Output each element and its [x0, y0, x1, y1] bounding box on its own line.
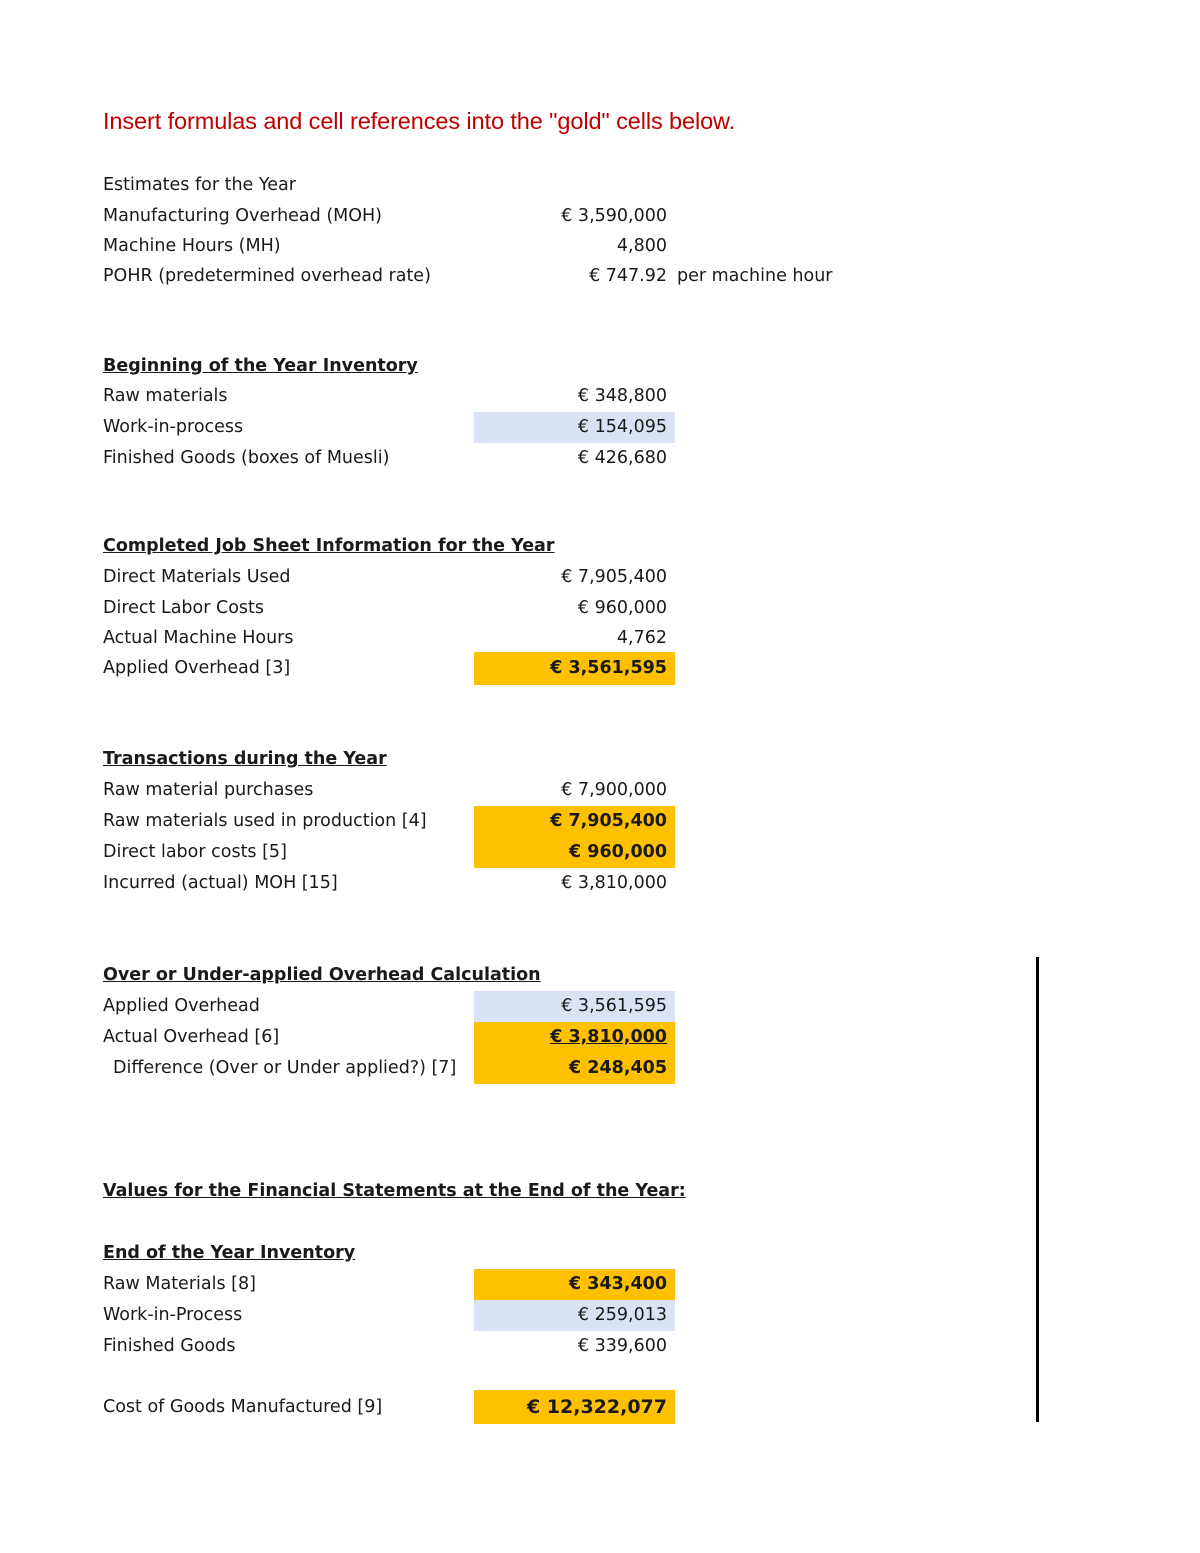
- job-dl-cell[interactable]: € 960,000: [577, 598, 667, 618]
- job-amh-cell[interactable]: 4,762: [616, 628, 667, 648]
- instruction-heading: Insert formulas and cell references into the "gold" cells below.: [103, 108, 736, 134]
- beginning-inventory-header: Beginning of the Year Inventory: [103, 356, 418, 376]
- trans-labor-row: [103, 837, 863, 868]
- page-break-line: [1036, 957, 1039, 1422]
- row-label: Raw materials used in production [4]: [103, 811, 427, 831]
- job-dl-row: [103, 593, 863, 624]
- mh-estimate-cell[interactable]: 4,800: [616, 236, 667, 256]
- trans-labor-cell[interactable]: € 960,000: [474, 837, 675, 868]
- ou-applied-cell[interactable]: € 3,561,595: [474, 991, 675, 1022]
- ou-applied-row: [103, 991, 863, 1022]
- row-label: Finished Goods: [103, 1336, 236, 1356]
- ou-actual-cell[interactable]: [474, 1022, 675, 1053]
- row-label: Incurred (actual) MOH [15]: [103, 873, 338, 893]
- row-label: Direct Materials Used: [103, 567, 291, 587]
- ou-diff-cell[interactable]: € 248,405: [474, 1053, 675, 1084]
- begin-raw-row: [103, 381, 863, 412]
- job-dm-row: [103, 562, 863, 593]
- end-raw-cell[interactable]: € 343,400: [474, 1269, 675, 1300]
- job-applied-cell[interactable]: € 3,561,595: [474, 652, 675, 685]
- row-label: Machine Hours (MH): [103, 236, 281, 256]
- financial-statements-header: Values for the Financial Statements at the End of the Year:: [103, 1181, 686, 1201]
- end-wip-row: [103, 1300, 863, 1331]
- trans-purchases-row: [103, 775, 863, 806]
- row-label: Raw materials: [103, 386, 228, 406]
- row-label: POHR (predetermined overhead rate): [103, 266, 431, 286]
- row-label: Actual Overhead [6]: [103, 1027, 280, 1047]
- row-label: Cost of Goods Manufactured [9]: [103, 1397, 383, 1417]
- begin-raw-cell[interactable]: € 348,800: [577, 386, 667, 406]
- row-label: Raw material purchases: [103, 780, 314, 800]
- ou-diff-row: [103, 1053, 863, 1084]
- moh-estimate-cell[interactable]: € 3,590,000: [561, 206, 667, 226]
- job-dm-cell[interactable]: € 7,905,400: [561, 567, 667, 587]
- estimates-mh-row: [103, 231, 863, 262]
- estimates-title-row: [103, 170, 863, 201]
- cogm-row: [103, 1390, 863, 1424]
- cogm-cell[interactable]: € 12,322,077: [474, 1390, 675, 1424]
- ou-actual-value: € 3,810,000: [550, 1027, 667, 1047]
- row-label: Direct Labor Costs: [103, 598, 265, 618]
- trans-purchases-cell[interactable]: € 7,900,000: [561, 780, 667, 800]
- end-fg-cell[interactable]: € 339,600: [577, 1336, 667, 1356]
- begin-fg-cell[interactable]: € 426,680: [577, 448, 667, 468]
- row-label: Work-in-process: [103, 417, 244, 437]
- row-label: Direct labor costs [5]: [103, 842, 287, 862]
- row-label: Raw Materials [8]: [103, 1274, 256, 1294]
- estimates-pohr-row: [103, 261, 863, 292]
- row-label: Applied Overhead: [103, 996, 260, 1016]
- trans-used-row: [103, 806, 863, 837]
- end-inventory-header: End of the Year Inventory: [103, 1243, 356, 1263]
- row-label: Difference (Over or Under applied?) [7]: [113, 1058, 457, 1078]
- trans-moh-cell[interactable]: € 3,810,000: [561, 873, 667, 893]
- row-label: Applied Overhead [3]: [103, 658, 291, 678]
- begin-fg-row: [103, 443, 863, 474]
- row-label: Actual Machine Hours: [103, 628, 294, 648]
- transactions-header: Transactions during the Year: [103, 749, 387, 769]
- begin-wip-row: [103, 412, 863, 443]
- estimates-title: Estimates for the Year: [103, 175, 296, 195]
- row-label: Manufacturing Overhead (MOH): [103, 206, 383, 226]
- end-raw-row: [103, 1269, 863, 1300]
- row-label: Finished Goods (boxes of Muesli): [103, 448, 390, 468]
- trans-used-cell[interactable]: € 7,905,400: [474, 806, 675, 837]
- job-applied-row: [103, 652, 863, 685]
- end-fg-row: [103, 1331, 863, 1362]
- ou-actual-row: [103, 1022, 863, 1053]
- over-under-header: Over or Under-applied Overhead Calculation: [103, 965, 541, 985]
- trans-moh-row: [103, 868, 863, 899]
- job-amh-row: [103, 623, 863, 654]
- job-sheet-header: Completed Job Sheet Information for the Year: [103, 536, 555, 556]
- pohr-unit: per machine hour: [677, 266, 833, 286]
- end-wip-cell[interactable]: € 259,013: [474, 1300, 675, 1331]
- pohr-cell[interactable]: € 747.92: [589, 266, 667, 286]
- estimates-moh-row: [103, 201, 863, 232]
- row-label: Work-in-Process: [103, 1305, 243, 1325]
- begin-wip-cell[interactable]: € 154,095: [474, 412, 675, 443]
